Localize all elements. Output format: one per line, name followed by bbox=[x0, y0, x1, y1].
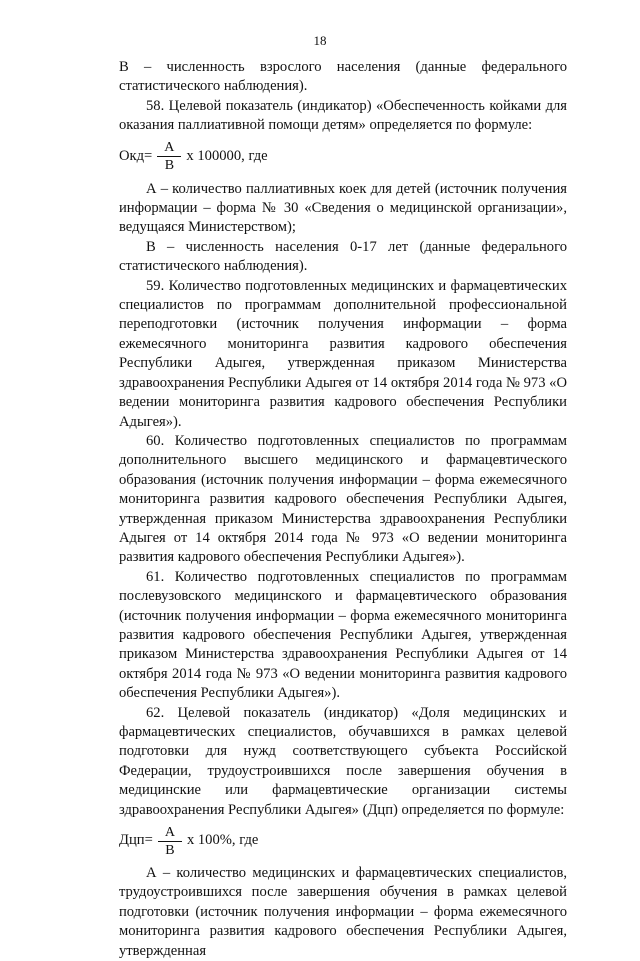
formula-rhs: х 100000, где bbox=[186, 147, 268, 164]
paragraph: В – численность населения 0-17 лет (данные федерального статистического наблюдения). bbox=[119, 238, 567, 275]
formula-rhs: х 100%, где bbox=[186, 832, 259, 849]
paragraph: А – количество медицинских и фармацевтических специалистов, трудоустроившихся после завершения обучения в рамках целевой подготовки (источник получения информации – форма ежемесячного мониторинга развития кадрового обеспечения Республики Адыгея, утвержденная bbox=[119, 865, 567, 959]
formula bbox=[119, 821, 567, 861]
fraction-denominator: В bbox=[165, 842, 175, 858]
page-number: 18 bbox=[313, 33, 327, 48]
fraction-numerator: А bbox=[158, 825, 182, 842]
document-body bbox=[119, 58, 567, 961]
paragraph: 61. Количество подготовленных специалистов по программам послевузовского медицинского и фармацевтического образования (источник получения информации – форма ежемесячного мониторинга развития кадрового обеспечения Республики Адыгея, утвержденная приказом Министерства здравоохранения Республики Адыгея от 14 октября 2014 года № 973 «О ведении мониторинга развития кадрового обеспечения Республики Адыгея»). bbox=[119, 568, 567, 702]
paragraph: 60. Количество подготовленных специалистов по программам дополнительного высшего медицинского и фармацевтического образования (источник получения информации – форма ежемесячного мониторинга развития кадрового обеспечения Республики Адыгея, утвержденная приказом Министерства здравоохранения Республики Адыгея от 14 октября 2014 года № 973 «О ведении мониторинга развития кадрового обеспечения Республики Адыгея»). bbox=[119, 432, 567, 566]
formula-fraction bbox=[158, 825, 182, 858]
paragraph: А – количество паллиативных коек для детей (источник получения информации – форма № 30 «Сведения о медицинской организации», ведущаяся Министерством); bbox=[119, 180, 567, 236]
fraction-denominator: В bbox=[164, 158, 175, 174]
paragraph: 58. Целевой показатель (индикатор) «Обеспеченность койками для оказания паллиативной помощи детям» определяется по формуле: bbox=[119, 97, 567, 134]
fraction-numerator: А bbox=[157, 140, 181, 157]
paragraph: В – численность взрослого населения (данные федерального статистического наблюдения). bbox=[119, 59, 567, 95]
formula-lhs: Дцп= bbox=[119, 832, 153, 849]
formula-lhs: Окд= bbox=[119, 147, 153, 164]
paragraph: 59. Количество подготовленных медицинских и фармацевтических специалистов по программам дополнительной профессиональной переподготовки (источник получения информации – форма ежемесячного мониторинга развития кадрового обеспечения Республики Адыгея, утвержденная приказом Министерства здравоохранения Республики Адыгея от 14 октября 2014 года № 973 «О ведении мониторинга развития кадрового обеспечения Республики Адыгея»). bbox=[119, 277, 567, 430]
formula bbox=[119, 137, 567, 177]
formula-fraction bbox=[157, 140, 181, 173]
paragraph: 62. Целевой показатель (индикатор) «Доля медицинских и фармацевтических специалистов, обучавшихся в рамках целевой подготовки для нужд соответствующего субъекта Российской Федерации, трудоустроившихся после завершения обучения в медицинские или фармацевтические организации системы здравоохранения Республики Адыгея» (Дцп) определяется по формуле: bbox=[119, 704, 567, 818]
